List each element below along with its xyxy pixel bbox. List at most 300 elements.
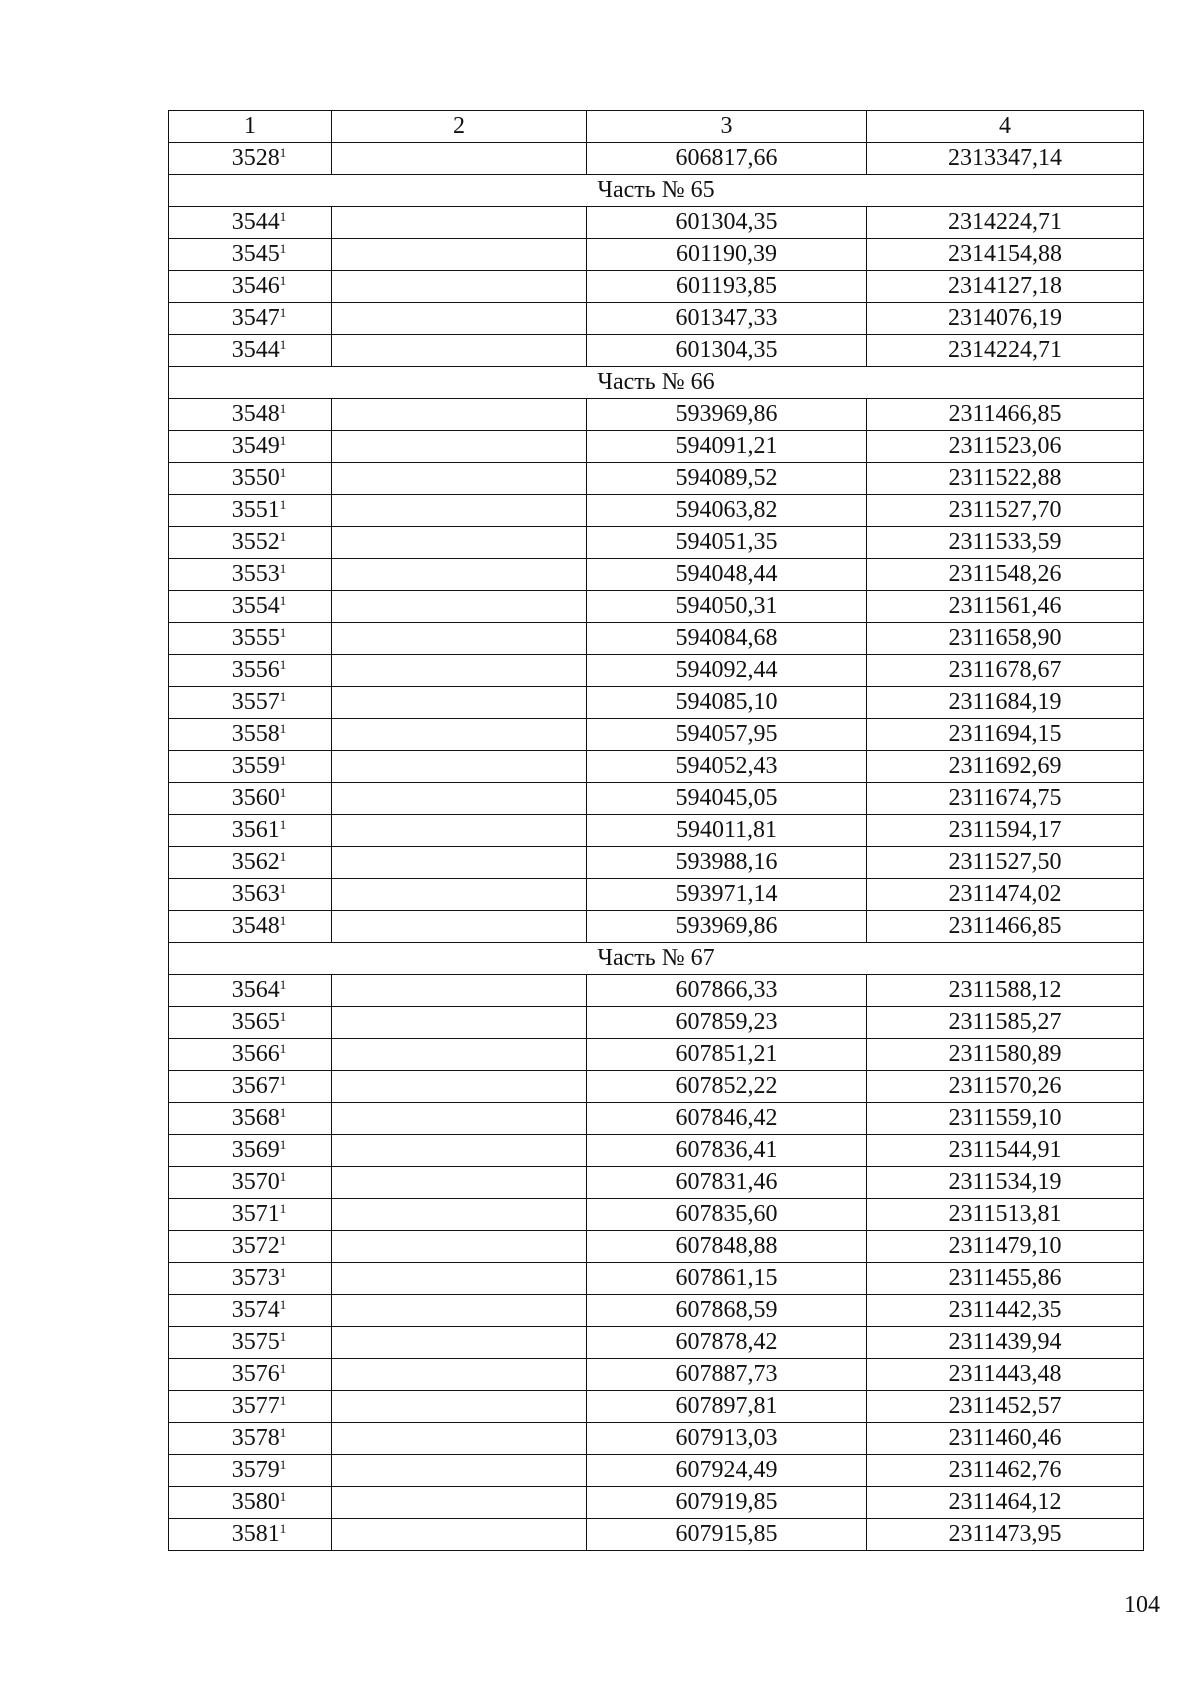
header-row (169, 111, 1144, 143)
point-number-superscript: 1 (279, 1457, 287, 1472)
empty-cell (332, 335, 587, 367)
empty-cell (332, 559, 587, 591)
section-title: Часть № 66 (169, 367, 1144, 399)
table-row (169, 559, 1144, 591)
empty-cell (332, 1359, 587, 1391)
x-coordinate-cell: 607851,21 (587, 1039, 867, 1071)
table-row (169, 335, 1144, 367)
x-coordinate-cell: 594089,52 (587, 463, 867, 495)
point-number-cell (169, 1071, 332, 1103)
y-coordinate-cell: 2311466,85 (867, 399, 1144, 431)
table-row (169, 1359, 1144, 1391)
y-coordinate-cell: 2311455,86 (867, 1263, 1144, 1295)
y-coordinate-cell: 2311580,89 (867, 1039, 1144, 1071)
empty-cell (332, 719, 587, 751)
point-number-superscript: 1 (279, 561, 287, 576)
table-row (169, 1487, 1144, 1519)
y-coordinate-cell: 2311585,27 (867, 1007, 1144, 1039)
x-coordinate-cell: 607848,88 (587, 1231, 867, 1263)
x-coordinate-cell: 594052,43 (587, 751, 867, 783)
point-number-cell (169, 719, 332, 751)
section-title: Часть № 67 (169, 943, 1144, 975)
point-number-cell (169, 783, 332, 815)
section-row (169, 175, 1144, 207)
y-coordinate-cell: 2311452,57 (867, 1391, 1144, 1423)
y-coordinate-cell: 2311527,50 (867, 847, 1144, 879)
table-row (169, 623, 1144, 655)
y-coordinate-cell: 2311534,19 (867, 1167, 1144, 1199)
x-coordinate-cell: 607846,42 (587, 1103, 867, 1135)
x-coordinate-cell: 601304,35 (587, 335, 867, 367)
x-coordinate-cell: 607852,22 (587, 1071, 867, 1103)
y-coordinate-cell: 2311513,81 (867, 1199, 1144, 1231)
y-coordinate-cell: 2311473,95 (867, 1519, 1144, 1551)
point-number-superscript: 1 (279, 145, 287, 160)
y-coordinate-cell: 2311674,75 (867, 783, 1144, 815)
empty-cell (332, 591, 587, 623)
point-number-cell (169, 463, 332, 495)
point-number: 3555 (231, 625, 280, 651)
x-coordinate-cell: 593969,86 (587, 399, 867, 431)
table-row (169, 1103, 1144, 1135)
point-number-superscript: 1 (279, 465, 287, 480)
table-row (169, 1455, 1144, 1487)
section-title: Часть № 65 (169, 175, 1144, 207)
point-number-cell (169, 303, 332, 335)
table-row (169, 495, 1144, 527)
x-coordinate-cell: 607915,85 (587, 1519, 867, 1551)
empty-cell (332, 655, 587, 687)
table-row (169, 431, 1144, 463)
point-number-superscript: 1 (279, 497, 287, 512)
empty-cell (332, 303, 587, 335)
y-coordinate-cell: 2311474,02 (867, 879, 1144, 911)
empty-cell (332, 1231, 587, 1263)
point-number-cell (169, 271, 332, 303)
x-coordinate-cell: 601190,39 (587, 239, 867, 271)
point-number: 3552 (231, 529, 280, 555)
x-coordinate-cell: 607913,03 (587, 1423, 867, 1455)
table-row (169, 1327, 1144, 1359)
point-number-cell (169, 751, 332, 783)
point-number: 3574 (231, 1297, 280, 1323)
x-coordinate-cell: 607831,46 (587, 1167, 867, 1199)
table-row (169, 1071, 1144, 1103)
y-coordinate-cell: 2311594,17 (867, 815, 1144, 847)
point-number-superscript: 1 (279, 241, 287, 256)
table-row (169, 975, 1144, 1007)
point-number: 3559 (231, 753, 280, 779)
point-number-superscript: 1 (279, 753, 287, 768)
empty-cell (332, 783, 587, 815)
point-number: 3547 (231, 305, 280, 331)
x-coordinate-cell: 594091,21 (587, 431, 867, 463)
empty-cell (332, 1199, 587, 1231)
empty-cell (332, 463, 587, 495)
table-row (169, 527, 1144, 559)
point-number-cell (169, 1263, 332, 1295)
y-coordinate-cell: 2311464,12 (867, 1487, 1144, 1519)
empty-cell (332, 975, 587, 1007)
table-row (169, 751, 1144, 783)
coordinates-table-sheet (168, 110, 1143, 1551)
table-row (169, 1135, 1144, 1167)
table-row (169, 687, 1144, 719)
empty-cell (332, 1103, 587, 1135)
x-coordinate-cell: 607866,33 (587, 975, 867, 1007)
y-coordinate-cell: 2311522,88 (867, 463, 1144, 495)
point-number-cell (169, 1231, 332, 1263)
empty-cell (332, 1007, 587, 1039)
empty-cell (332, 1167, 587, 1199)
point-number-cell (169, 655, 332, 687)
point-number-cell (169, 1487, 332, 1519)
empty-cell (332, 527, 587, 559)
point-number-superscript: 1 (279, 1233, 287, 1248)
table-row (169, 1423, 1144, 1455)
point-number-superscript: 1 (279, 913, 287, 928)
empty-cell (332, 911, 587, 943)
x-coordinate-cell: 593988,16 (587, 847, 867, 879)
empty-cell (332, 1135, 587, 1167)
point-number-superscript: 1 (279, 625, 287, 640)
point-number-cell (169, 1519, 332, 1551)
y-coordinate-cell: 2314224,71 (867, 335, 1144, 367)
table-row (169, 303, 1144, 335)
x-coordinate-cell: 607897,81 (587, 1391, 867, 1423)
point-number-cell (169, 527, 332, 559)
point-number: 3575 (231, 1329, 280, 1355)
y-coordinate-cell: 2311527,70 (867, 495, 1144, 527)
point-number-cell (169, 1391, 332, 1423)
table-row (169, 1039, 1144, 1071)
x-coordinate-cell: 594085,10 (587, 687, 867, 719)
x-coordinate-cell: 607836,41 (587, 1135, 867, 1167)
y-coordinate-cell: 2311548,26 (867, 559, 1144, 591)
x-coordinate-cell: 601193,85 (587, 271, 867, 303)
y-coordinate-cell: 2311479,10 (867, 1231, 1144, 1263)
table-row (169, 719, 1144, 751)
table-row (169, 463, 1144, 495)
table-row (169, 591, 1144, 623)
x-coordinate-cell: 594045,05 (587, 783, 867, 815)
table-row (169, 1295, 1144, 1327)
point-number-superscript: 1 (279, 1393, 287, 1408)
point-number: 3556 (231, 657, 280, 683)
point-number-cell (169, 1135, 332, 1167)
y-coordinate-cell: 2311533,59 (867, 527, 1144, 559)
point-number: 3558 (231, 721, 280, 747)
empty-cell (332, 1039, 587, 1071)
point-number-cell (169, 879, 332, 911)
point-number: 3569 (231, 1137, 280, 1163)
table-row (169, 399, 1144, 431)
table-row (169, 271, 1144, 303)
point-number: 3576 (231, 1361, 280, 1387)
y-coordinate-cell: 2311561,46 (867, 591, 1144, 623)
point-number: 3551 (231, 497, 280, 523)
point-number-superscript: 1 (279, 689, 287, 704)
point-number-cell (169, 911, 332, 943)
x-coordinate-cell: 607919,85 (587, 1487, 867, 1519)
table-row (169, 239, 1144, 271)
point-number-cell (169, 1199, 332, 1231)
table-row (169, 783, 1144, 815)
point-number-superscript: 1 (279, 209, 287, 224)
point-number-cell (169, 1039, 332, 1071)
point-number: 3564 (231, 977, 280, 1003)
point-number: 3549 (231, 433, 280, 459)
point-number-superscript: 1 (279, 529, 287, 544)
table-row (169, 879, 1144, 911)
point-number-superscript: 1 (279, 1169, 287, 1184)
empty-cell (332, 1423, 587, 1455)
point-number-superscript: 1 (279, 657, 287, 672)
y-coordinate-cell: 2311443,48 (867, 1359, 1144, 1391)
empty-cell (332, 1263, 587, 1295)
point-number-cell (169, 239, 332, 271)
x-coordinate-cell: 593969,86 (587, 911, 867, 943)
empty-cell (332, 143, 587, 175)
y-coordinate-cell: 2311460,46 (867, 1423, 1144, 1455)
point-number: 3544 (231, 337, 280, 363)
section-row (169, 943, 1144, 975)
point-number: 3578 (231, 1425, 280, 1451)
point-number-cell (169, 431, 332, 463)
point-number-cell (169, 1327, 332, 1359)
x-coordinate-cell: 594092,44 (587, 655, 867, 687)
x-coordinate-cell: 606817,66 (587, 143, 867, 175)
point-number: 3572 (231, 1233, 280, 1259)
point-number: 3561 (231, 817, 280, 843)
empty-cell (332, 1391, 587, 1423)
table-row (169, 847, 1144, 879)
y-coordinate-cell: 2311442,35 (867, 1295, 1144, 1327)
point-number-cell (169, 975, 332, 1007)
point-number: 3548 (231, 401, 280, 427)
point-number: 3565 (231, 1009, 280, 1035)
point-number: 3546 (231, 273, 280, 299)
point-number-superscript: 1 (279, 817, 287, 832)
y-coordinate-cell: 2311439,94 (867, 1327, 1144, 1359)
empty-cell (332, 1295, 587, 1327)
table-row (169, 815, 1144, 847)
x-coordinate-cell: 607835,60 (587, 1199, 867, 1231)
point-number-cell (169, 815, 332, 847)
table-row (169, 1391, 1144, 1423)
point-number: 3545 (231, 241, 280, 267)
coordinates-table (168, 110, 1144, 1551)
point-number: 3581 (231, 1521, 280, 1547)
point-number-superscript: 1 (279, 305, 287, 320)
point-number-cell (169, 591, 332, 623)
header-cell-2: 2 (332, 111, 587, 143)
x-coordinate-cell: 594048,44 (587, 559, 867, 591)
y-coordinate-cell: 2311523,06 (867, 431, 1144, 463)
table-row (169, 1007, 1144, 1039)
y-coordinate-cell: 2314154,88 (867, 239, 1144, 271)
point-number-superscript: 1 (279, 1265, 287, 1280)
empty-cell (332, 271, 587, 303)
empty-cell (332, 1327, 587, 1359)
point-number-superscript: 1 (279, 1361, 287, 1376)
point-number-superscript: 1 (279, 785, 287, 800)
point-number-superscript: 1 (279, 1521, 287, 1536)
point-number: 3562 (231, 849, 280, 875)
point-number-cell (169, 1167, 332, 1199)
y-coordinate-cell: 2311684,19 (867, 687, 1144, 719)
y-coordinate-cell: 2311678,67 (867, 655, 1144, 687)
point-number-superscript: 1 (279, 1009, 287, 1024)
y-coordinate-cell: 2311559,10 (867, 1103, 1144, 1135)
point-number-cell (169, 1007, 332, 1039)
y-coordinate-cell: 2313347,14 (867, 143, 1144, 175)
y-coordinate-cell: 2311692,69 (867, 751, 1144, 783)
header-cell-3: 3 (587, 111, 867, 143)
point-number-cell (169, 623, 332, 655)
point-number-superscript: 1 (279, 401, 287, 416)
point-number-superscript: 1 (279, 337, 287, 352)
x-coordinate-cell: 594057,95 (587, 719, 867, 751)
point-number-superscript: 1 (279, 881, 287, 896)
x-coordinate-cell: 607887,73 (587, 1359, 867, 1391)
empty-cell (332, 207, 587, 239)
point-number-cell (169, 399, 332, 431)
table-row (169, 207, 1144, 239)
point-number: 3568 (231, 1105, 280, 1131)
point-number-cell (169, 1359, 332, 1391)
point-number-superscript: 1 (279, 1297, 287, 1312)
empty-cell (332, 399, 587, 431)
empty-cell (332, 1519, 587, 1551)
table-row (169, 1263, 1144, 1295)
empty-cell (332, 623, 587, 655)
x-coordinate-cell: 607924,49 (587, 1455, 867, 1487)
x-coordinate-cell: 594084,68 (587, 623, 867, 655)
point-number-cell (169, 1103, 332, 1135)
point-number: 3528 (231, 145, 280, 171)
table-row (169, 1519, 1144, 1551)
point-number-superscript: 1 (279, 721, 287, 736)
table-row (169, 911, 1144, 943)
header-cell-1: 1 (169, 111, 332, 143)
section-row (169, 367, 1144, 399)
y-coordinate-cell: 2311694,15 (867, 719, 1144, 751)
point-number-superscript: 1 (279, 977, 287, 992)
point-number: 3573 (231, 1265, 280, 1291)
table-row (169, 143, 1144, 175)
x-coordinate-cell: 607859,23 (587, 1007, 867, 1039)
point-number: 3580 (231, 1489, 280, 1515)
table-row (169, 655, 1144, 687)
empty-cell (332, 1455, 587, 1487)
x-coordinate-cell: 594063,82 (587, 495, 867, 527)
y-coordinate-cell: 2314076,19 (867, 303, 1144, 335)
point-number: 3566 (231, 1041, 280, 1067)
point-number: 3563 (231, 881, 280, 907)
table-row (169, 1199, 1144, 1231)
point-number-cell (169, 847, 332, 879)
empty-cell (332, 431, 587, 463)
y-coordinate-cell: 2311462,76 (867, 1455, 1144, 1487)
x-coordinate-cell: 594011,81 (587, 815, 867, 847)
point-number: 3577 (231, 1393, 280, 1419)
point-number-superscript: 1 (279, 1329, 287, 1344)
point-number-cell (169, 559, 332, 591)
point-number-cell (169, 1455, 332, 1487)
x-coordinate-cell: 607868,59 (587, 1295, 867, 1327)
point-number: 3554 (231, 593, 280, 619)
y-coordinate-cell: 2311588,12 (867, 975, 1144, 1007)
point-number: 3550 (231, 465, 280, 491)
point-number-superscript: 1 (279, 1073, 287, 1088)
point-number-superscript: 1 (279, 849, 287, 864)
point-number-superscript: 1 (279, 1041, 287, 1056)
point-number: 3570 (231, 1169, 280, 1195)
table-body (169, 143, 1144, 1551)
empty-cell (332, 879, 587, 911)
x-coordinate-cell: 607861,15 (587, 1263, 867, 1295)
point-number-superscript: 1 (279, 1201, 287, 1216)
x-coordinate-cell: 594050,31 (587, 591, 867, 623)
point-number: 3557 (231, 689, 280, 715)
point-number-superscript: 1 (279, 593, 287, 608)
table-row (169, 1231, 1144, 1263)
page-number: 104 (1124, 1592, 1160, 1618)
x-coordinate-cell: 601304,35 (587, 207, 867, 239)
point-number: 3548 (231, 913, 280, 939)
x-coordinate-cell: 593971,14 (587, 879, 867, 911)
point-number-superscript: 1 (279, 433, 287, 448)
point-number-superscript: 1 (279, 273, 287, 288)
empty-cell (332, 687, 587, 719)
point-number-cell (169, 687, 332, 719)
point-number-cell (169, 207, 332, 239)
point-number-superscript: 1 (279, 1425, 287, 1440)
point-number-cell (169, 1295, 332, 1327)
y-coordinate-cell: 2311658,90 (867, 623, 1144, 655)
x-coordinate-cell: 594051,35 (587, 527, 867, 559)
point-number-superscript: 1 (279, 1105, 287, 1120)
empty-cell (332, 815, 587, 847)
y-coordinate-cell: 2314127,18 (867, 271, 1144, 303)
point-number-cell (169, 495, 332, 527)
point-number: 3560 (231, 785, 280, 811)
x-coordinate-cell: 601347,33 (587, 303, 867, 335)
point-number-cell (169, 143, 332, 175)
empty-cell (332, 239, 587, 271)
table-row (169, 1167, 1144, 1199)
empty-cell (332, 847, 587, 879)
point-number-superscript: 1 (279, 1489, 287, 1504)
y-coordinate-cell: 2311570,26 (867, 1071, 1144, 1103)
point-number-cell (169, 1423, 332, 1455)
y-coordinate-cell: 2311466,85 (867, 911, 1144, 943)
empty-cell (332, 1487, 587, 1519)
point-number: 3571 (231, 1201, 280, 1227)
point-number: 3567 (231, 1073, 280, 1099)
point-number-cell (169, 335, 332, 367)
point-number: 3579 (231, 1457, 280, 1483)
header-cell-4: 4 (867, 111, 1144, 143)
y-coordinate-cell: 2311544,91 (867, 1135, 1144, 1167)
empty-cell (332, 1071, 587, 1103)
x-coordinate-cell: 607878,42 (587, 1327, 867, 1359)
point-number: 3544 (231, 209, 280, 235)
point-number-superscript: 1 (279, 1137, 287, 1152)
empty-cell (332, 751, 587, 783)
empty-cell (332, 495, 587, 527)
